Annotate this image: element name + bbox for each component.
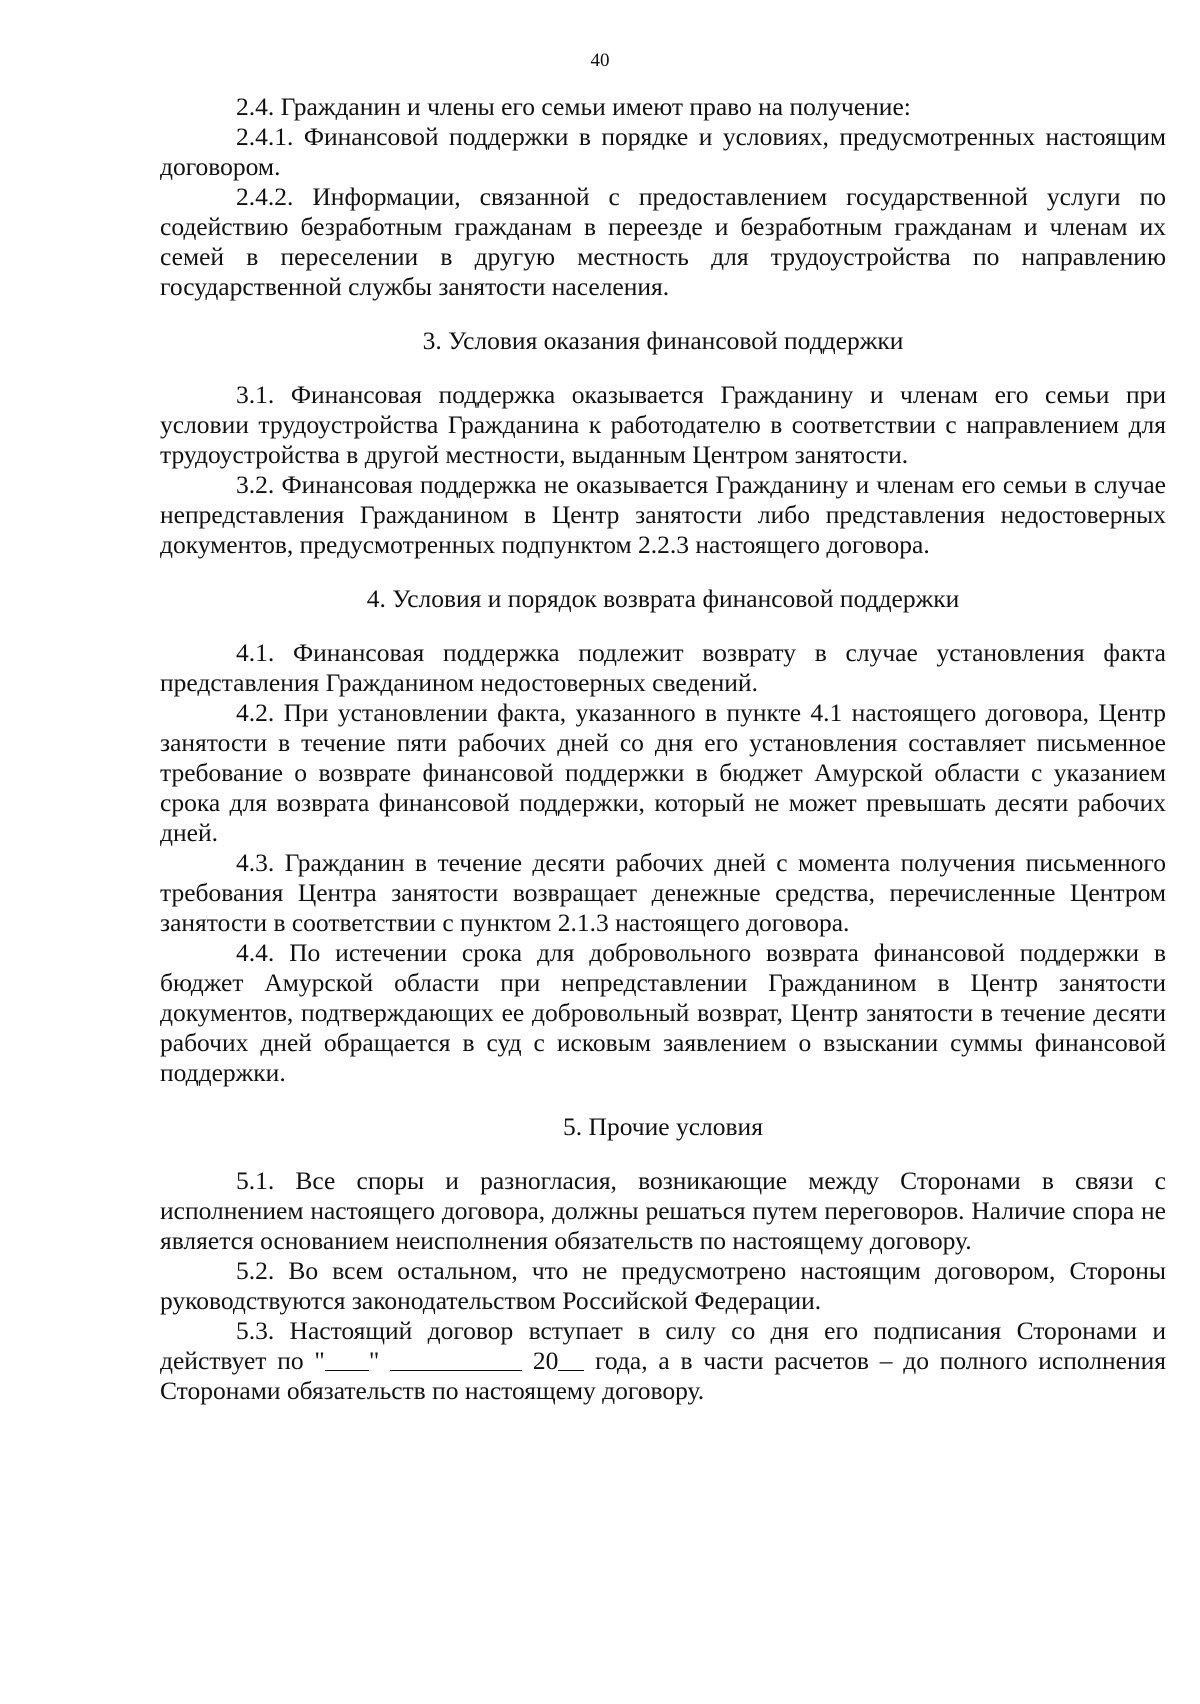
clause-4-2: 4.2. При установлении факта, указанного в пункте 4.1 настоящего договора, Центр занятости в течение пяти рабочих дней со дня его установления составляет письменное требование о возврате финансовой поддержки в бюджет Амурской области с указанием срока для возврата финансовой поддержки, который не может превышать десяти рабочих дней. [160,698,1166,847]
clause-5-2: 5.2. Во всем остальном, что не предусмотрено настоящим договором, Стороны руководствуются законодательством Российской Федерации. [160,1256,1166,1315]
clause-5-3-text-start: 5.3. Настоящий договор вступает в силу со дня его подписания Сторонами и действует по [160,1316,1166,1375]
clause-2-4: 2.4. Гражданин и члены его семьи имеют право на получение: [236,92,911,121]
section-3-heading: 3. Условия оказания финансовой поддержки [422,326,904,355]
clause-2-4-2: 2.4.2. Информации, связанной с предоставлением государственной услуги по содействию безработным гражданам в переезде и безработным гражданам и членам их семей в переселении в другую местность для трудоустройства по направлению государственной службы занятости населения. [160,182,1166,301]
clause-5-1: 5.1. Все споры и разногласия, возникающие между Сторонами в связи с исполнением настоящего договора, должны решаться путем переговоров. Наличие спора не является основанием неисполнения обязательств по настоящему договору. [160,1166,1166,1255]
clause-4-1: 4.1. Финансовая поддержка подлежит возврату в случае установления факта представления Гражданином недостоверных сведений. [160,638,1166,697]
page-number: 40 [590,50,610,71]
clause-4-3: 4.3. Гражданин в течение десяти рабочих дней с момента получения письменного требования Центра занятости возвращает денежные средства, перечисленные Центром занятости в соответствии с пунктом 2.1.3 настоящего договора. [160,848,1166,937]
clause-3-2: 3.2. Финансовая поддержка не оказывается Гражданину и членам его семьи в случае непредставления Гражданином в Центр занятости либо представления недостоверных документов, предусмотренных подпунктом 2.2.3 настоящего договора. [160,470,1166,559]
section-4-heading: 4. Условия и порядок возврата финансовой поддержки [366,584,960,613]
clause-5-3-text-end: года, а в части расчетов – до полного исполнения Сторонами обязательств по настоящему договору. [160,1346,1167,1405]
clause-5-3 [160,1316,1166,1406]
clause-3-1: 3.1. Финансовая поддержка оказывается Гражданину и членам его семьи при условии трудоустройства Гражданина к работодателю в соответствии с направлением для трудоустройства в другой местности, выданным Центром занятости. [160,380,1166,469]
clause-2-4-1: 2.4.1. Финансовой поддержки в порядке и условиях, предусмотренных настоящим договором. [160,122,1166,181]
year-prefix: 20 [532,1346,559,1375]
day-blank [325,1370,369,1371]
day-quote-open: " [314,1346,325,1375]
month-blank [390,1370,522,1371]
day-quote-close: " [368,1346,380,1375]
year-blank [558,1370,584,1371]
section-5-heading: 5. Прочие условия [563,1112,763,1141]
document-body [160,92,1166,1406]
clause-4-4: 4.4. По истечении срока для добровольного возврата финансовой поддержки в бюджет Амурской области при непредставлении Гражданином в Центр занятости документов, подтверждающих ее добровольный возврат, Центр занятости в течение десяти рабочих дней обращается в суд с исковым заявлением о взыскании суммы финансовой поддержки. [160,938,1166,1087]
